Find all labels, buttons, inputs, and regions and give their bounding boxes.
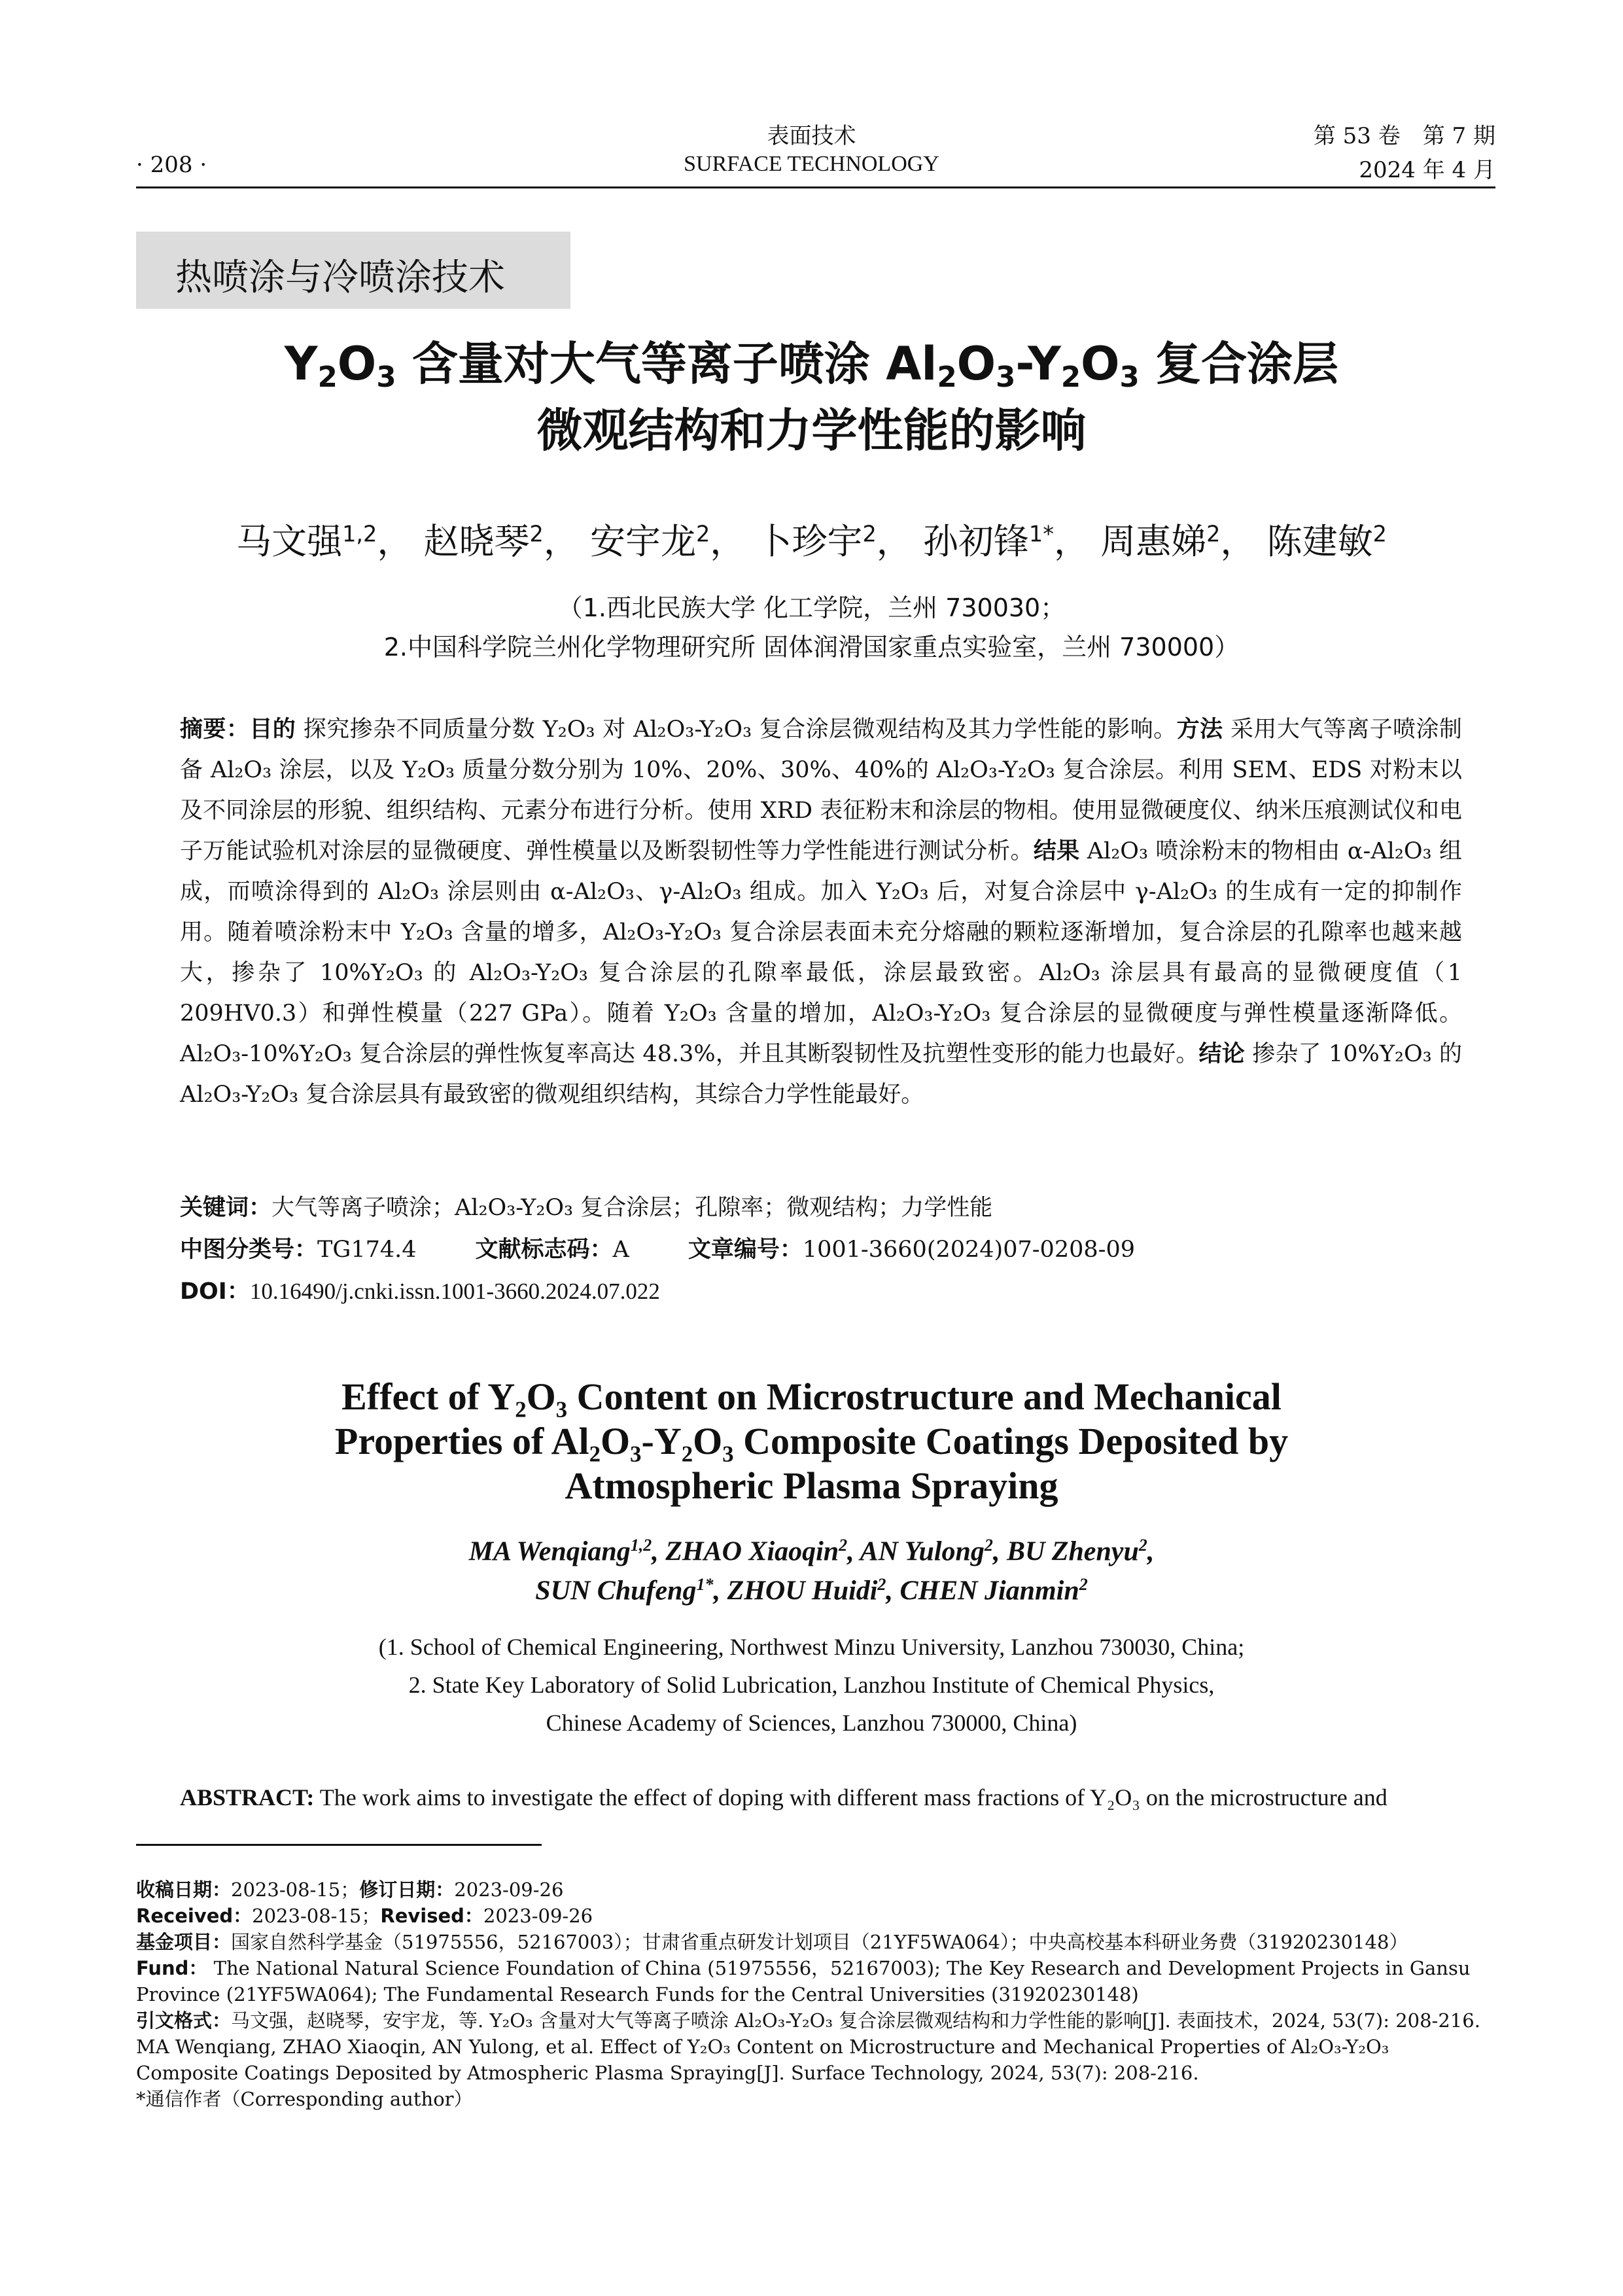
citation-en: MA Wenqiang, ZHAO Xiaoqin, AN Yulong, et al. Effect of Y₂O₃ Content on Microstructure and Mechanical Properties of Al₂O₃-Y₂O₃ Composite Coatings Deposited by Atmospheric Plasma Spraying[J]. Surface Technology, 2024, 53(7): 208-216. [136, 2036, 1389, 2084]
received-en: Received：2023-08-15；Revised：2023-09-26 [136, 1905, 593, 1927]
fund-zh: 基金项目：国家自然科学基金（51975556，52167003）；甘肃省重点研发计划项目（21YF5WA064）；中央高校基本科研业务费（31920230148） [136, 1931, 1408, 1953]
footnote-rule [136, 1844, 542, 1846]
author-zh: 陈建敏 [1266, 521, 1373, 562]
title-zh-line1: $Y_2O_3$ 含量对大气等离子喷涂 $Al_2O_3-Y_2O_3$ 复合涂层 [284, 337, 1339, 394]
author-en: SUN Chufeng [535, 1576, 697, 1606]
author-zh: 孙初锋 [922, 521, 1029, 562]
authors-zh: 马文强$^{1,2}$， 赵晓琴$^2$， 安宇龙$^2$， 卜珍宇$^2$， 孙初锋$^{1*}$， 周惠娣$^2$， 陈建敏$^2$ [236, 521, 1387, 562]
fund-en: Fund： The National Natural Science Foundation of China (51975556，52167003); The Key Research and Development Projects in Gansu Province (21YF5WA064); The Fundamental Research Funds for the Central Universities (31920230148) [136, 1957, 1471, 2005]
authors-en-line1: MA Wenqiang$^{1,2}$, ZHAO Xiaoqin$^2$, AN Yulong$^2$, BU Zhenyu$^2$, [468, 1536, 1155, 1567]
received-zh: 收稿日期：2023-08-15；修订日期：2023-09-26 [136, 1879, 564, 1901]
author-en: BU Zhenyu [1006, 1536, 1139, 1567]
section-tag [136, 232, 570, 309]
header-rule [136, 186, 1495, 188]
section-tag-label: 热喷涂与冷喷涂技术 [175, 256, 505, 299]
author-en: ZHAO Xiaoqin [665, 1536, 839, 1567]
author-en: AN Yulong [860, 1536, 985, 1567]
classification: 中图分类号：TG174.4 文献标志码：A 文章编号：1001-3660(2024)07-0208-09 [180, 1237, 1135, 1263]
title-zh-line2: 微观结构和力学性能的影响 [536, 404, 1087, 457]
author-zh: 赵晓琴 [423, 521, 530, 562]
page-number: · 208 · [136, 152, 207, 178]
footnotes [136, 1877, 1495, 2112]
author-zh: 安宇龙 [589, 521, 696, 562]
abstract-zh: 摘要：目的 探究掺杂不同质量分数 Y₂O₃ 对 Al₂O₃-Y₂O₃ 复合涂层微观结构及其力学性能的影响。方法 采用大气等离子喷涂制备 Al₂O₃ 涂层，以及 Y₂O₃ 质量分数分别为 10%、20%、30%、40%的 Al₂O₃-Y₂O₃ 复合涂层。利用 SEM、EDS 对粉末以及不同涂层的形貌、组织结构、元素分布进行分析。使用 XRD 表征粉末和涂层的物相。使用显微硬度仪、纳米压痕测试仪和电子万能试验机对涂层的显微硬度、弹性模量以及断裂韧性等力学性能进行测试分析。结果 Al₂O₃ 喷涂粉末的物相由 α-Al₂O₃ 组成，而喷涂得到的 Al₂O₃ 涂层则由 α-Al₂O₃、γ-Al₂O₃ 组成。加入 Y₂O₃ 后，对复合涂层中 γ-Al₂O₃ 的生成有一定的抑制作用。随着喷涂粉末中 Y₂O₃ 含量的增多，Al₂O₃-Y₂O₃ 复合涂层表面未充分熔融的颗粒逐渐增加，复合涂层的孔隙率也越来越大，掺杂了 10%Y₂O₃ 的 Al₂O₃-Y₂O₃ 复合涂层的孔隙率最低，涂层最致密。Al₂O₃ 涂层具有最高的显微硬度值（1 209HV0.3）和弹性模量（227 GPa）。随着 Y₂O₃ 含量的增加，Al₂O₃-Y₂O₃ 复合涂层的显微硬度与弹性模量逐渐降低。Al₂O₃-10%Y₂O₃ 复合涂层的弹性恢复率高达 48.3%，并且其断裂韧性及抗塑性变形的能力也最好。结论 掺杂了 10%Y₂O₃ 的 Al₂O₃-Y₂O₃ 复合涂层具有最致密的微观组织结构，其综合力学性能最好。 [180, 716, 1462, 1108]
publication-date: 2024 年 4 月 [1359, 157, 1495, 183]
author-en: MA Wenqiang [468, 1536, 631, 1567]
author-zh: 马文强 [236, 521, 343, 562]
corresponding-author: *通信作者（Corresponding author） [136, 2088, 473, 2110]
title-en-line1: Effect of Y₂O₃ Content on Microstructure and Mechanical [341, 1375, 1282, 1418]
author-en: CHEN Jianmin [899, 1576, 1079, 1606]
title-en-line3: Atmospheric Plasma Spraying [565, 1464, 1058, 1507]
affiliation-zh-2: 2.中国科学院兰州化学物理研究所 固体润滑国家重点实验室，兰州 730000） [383, 633, 1240, 662]
author-en: ZHOU Huidi [727, 1576, 878, 1606]
authors-en-line2: SUN Chufeng$^{1*}$, ZHOU Huidi$^2$, CHEN Jianmin$^2$ [535, 1575, 1088, 1606]
journal-name-zh: 表面技术 [767, 123, 856, 149]
author-zh: 周惠娣 [1100, 521, 1207, 562]
title-en-line2: Properties of Al₂O₃-Y₂O₃ Composite Coatings Deposited by [334, 1420, 1289, 1462]
doi: DOI：10.16490/j.cnki.issn.1001-3660.2024.07.022 [180, 1279, 660, 1305]
affiliation-en-1: (1. School of Chemical Engineering, Northwest Minzu University, Lanzhou 730030, China; [378, 1634, 1245, 1660]
keywords: 关键词：大气等离子喷涂；Al₂O₃-Y₂O₃ 复合涂层；孔隙率；微观结构；力学性能 [180, 1195, 993, 1221]
author-zh: 卜珍宇 [756, 521, 863, 562]
affiliation-en-2: 2. State Key Laboratory of Solid Lubrication, Lanzhou Institute of Chemical Physics, [408, 1672, 1215, 1698]
citation-zh: 引文格式：马文强，赵晓琴，安宇龙，等. Y₂O₃ 含量对大气等离子喷涂 Al₂O₃-Y₂O₃ 复合涂层微观结构和力学性能的影响[J]. 表面技术，2024, 53(7): 208-216. [136, 2009, 1480, 2032]
volume-issue: 第 53 卷 第 7 期 [1313, 123, 1495, 149]
affiliation-en-3: Chinese Academy of Sciences, Lanzhou 730000, China) [546, 1710, 1077, 1736]
abstract-en: ABSTRACT: The work aims to investigate the effect of doping with different mass fractions of Y₂O₃ on the microstructure and [180, 1784, 1387, 1810]
affiliation-zh-1: （1.西北民族大学 化工学院，兰州 730030； [557, 593, 1066, 622]
journal-name-en: SURFACE TECHNOLOGY [684, 152, 939, 176]
